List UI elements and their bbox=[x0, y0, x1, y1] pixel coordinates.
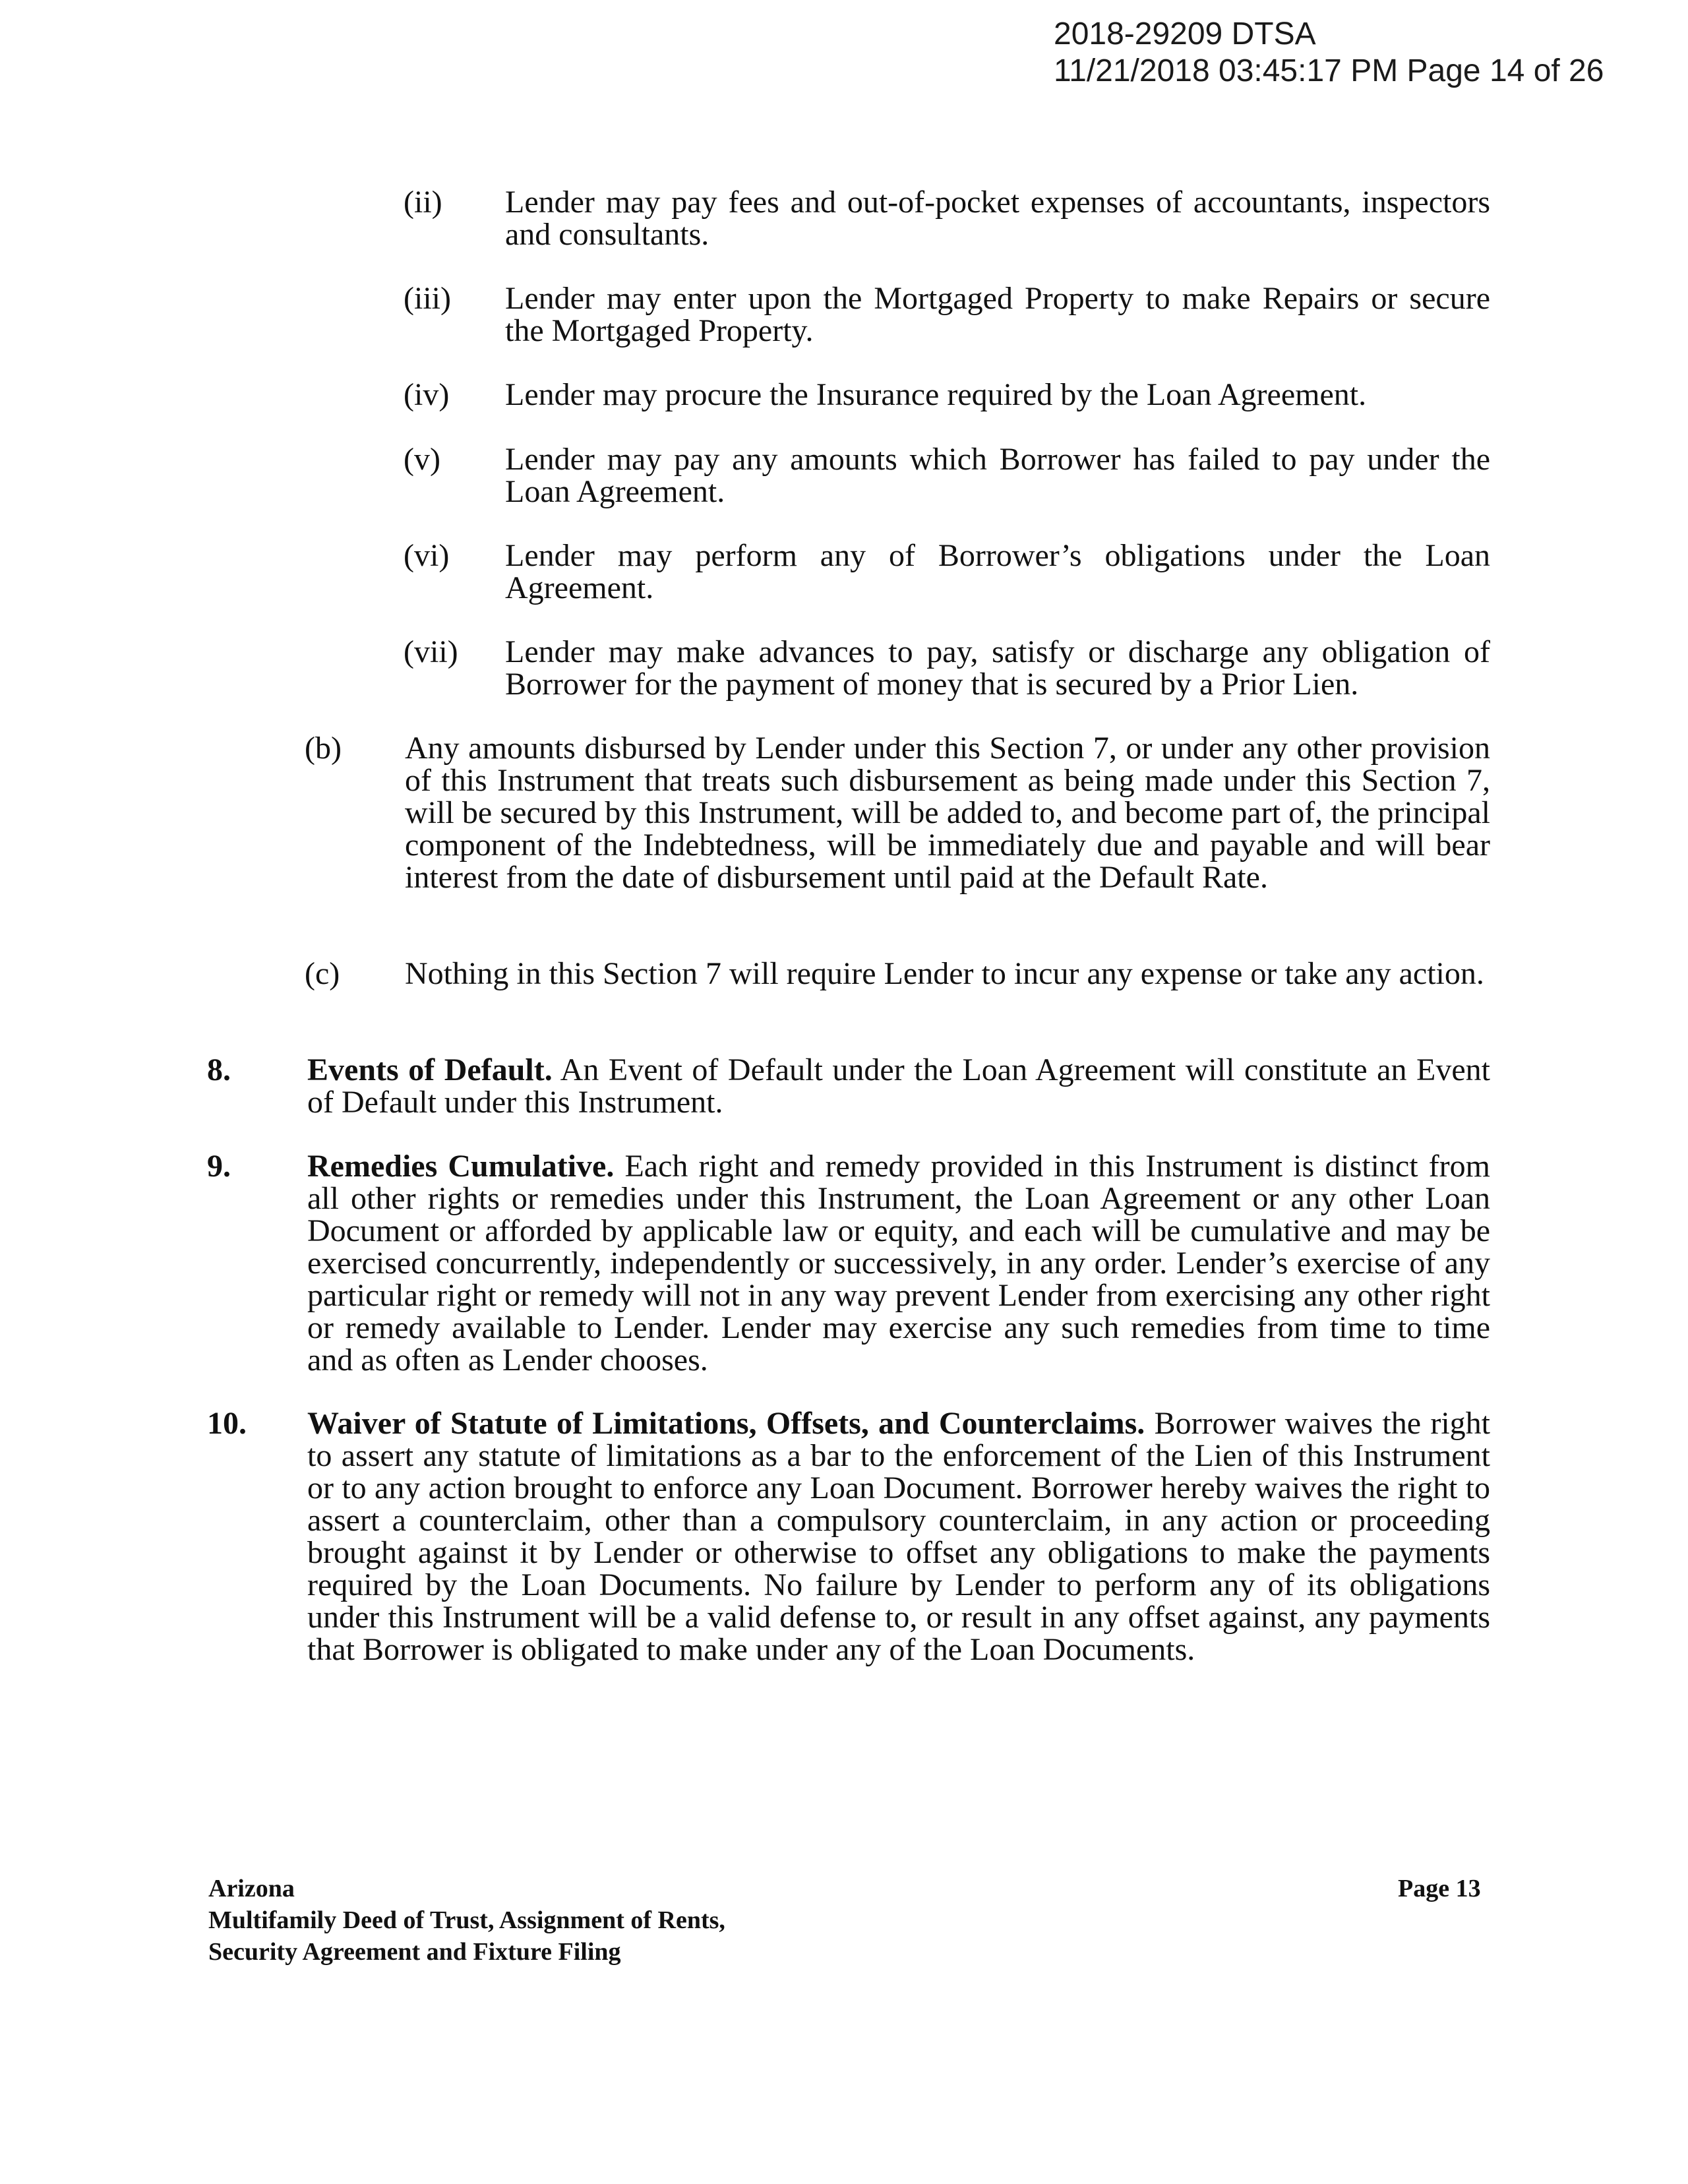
subitem-text: Lender may pay any amounts which Borrower has failed to pay under the Loan Agreement. bbox=[505, 442, 1490, 509]
section-9 bbox=[207, 1150, 1490, 1376]
section-number: 9. bbox=[207, 1149, 231, 1184]
section-text: Borrower waives the right to assert any statute of limitations as a bar to the enforcement of the Lien of this Instrument or to any action brought to enforce any Loan Document. Borrower hereby waives the right to assert a counterclaim, other than a compulsory counterclaim, in any action or proceeding brought against it by Lender or otherwise to offset any obligations to make the payments required by the Loan Documents. No failure by Lender to perform any of its obligations under this Instrument will be a valid defense to, or result in any offset against, any payments that Borrower is obligated to make under any of the Loan Documents. bbox=[307, 1406, 1490, 1667]
section-number: 10. bbox=[207, 1406, 247, 1441]
paragraph-number: (c) bbox=[305, 956, 340, 991]
recording-stamp bbox=[1054, 16, 1604, 90]
subitem-number: (ii) bbox=[404, 185, 442, 220]
page-number: Page 13 bbox=[1398, 1875, 1481, 1902]
section-text: An Event of Default under the Loan Agreement will constitute an Event of Default under this Instrument. bbox=[307, 1052, 1490, 1120]
paragraph-text: Nothing in this Section 7 will require Lender to incur any expense or take any action. bbox=[405, 956, 1484, 991]
subitem-text: Lender may pay fees and out-of-pocket expenses of accountants, inspectors and consultants. bbox=[505, 185, 1490, 252]
section-body bbox=[307, 1407, 1490, 1666]
subitem-text: Lender may make advances to pay, satisfy or discharge any obligation of Borrower for the payment of money that is secured by a Prior Lien. bbox=[505, 634, 1490, 702]
section-number: 8. bbox=[207, 1052, 231, 1087]
footer-state: Arizona bbox=[208, 1875, 295, 1902]
subitem-vi bbox=[404, 539, 1490, 604]
recording-number: 2018-29209 DTSA bbox=[1054, 16, 1316, 51]
section-heading: Waiver of Statute of Limitations, Offsets, and Counterclaims. bbox=[307, 1406, 1145, 1441]
subitem-ii bbox=[404, 186, 1490, 251]
subitem-iv bbox=[404, 379, 1490, 411]
subitem-number: (vii) bbox=[404, 634, 458, 669]
section-body bbox=[307, 1054, 1490, 1118]
footer-title-line: Multifamily Deed of Trust, Assignment of Rents, bbox=[208, 1906, 725, 1934]
subitem-v bbox=[404, 443, 1490, 508]
section-8 bbox=[207, 1054, 1490, 1118]
paragraph-number: (b) bbox=[305, 731, 342, 766]
section-10 bbox=[207, 1407, 1490, 1666]
subitem-text: Lender may enter upon the Mortgaged Property to make Repairs or secure the Mortgaged Property. bbox=[505, 281, 1490, 348]
section-body bbox=[307, 1150, 1490, 1376]
subitem-number: (vi) bbox=[404, 538, 450, 573]
subitem-number: (iv) bbox=[404, 377, 450, 412]
recording-timestamp: 11/21/2018 03:45:17 PM Page 14 of 26 bbox=[1054, 53, 1604, 88]
subitem-number: (iii) bbox=[404, 281, 451, 316]
subitem-text: Lender may procure the Insurance required by the Loan Agreement. bbox=[505, 377, 1367, 412]
footer-title-line: Security Agreement and Fixture Filing bbox=[208, 1938, 621, 1966]
subitem-iii bbox=[404, 282, 1490, 347]
section-heading: Remedies Cumulative. bbox=[307, 1149, 615, 1184]
subitem-number: (v) bbox=[404, 442, 440, 477]
footer-document-title bbox=[208, 1873, 725, 1968]
subitem-text: Lender may perform any of Borrower’s obligations under the Loan Agreement. bbox=[505, 538, 1490, 605]
section-heading: Events of Default. bbox=[307, 1052, 553, 1087]
subitem-vii bbox=[404, 636, 1490, 700]
section-text: Each right and remedy provided in this Instrument is distinct from all other rights or remedies under this Instrument, the Loan Agreement or any other Loan Document or afforded by applicable law or equity, and each will be cumulative and may be exercised concurrently, independently or successively, in any order. Lender’s exercise of any particular right or remedy will not in any way prevent Lender from exercising any other right or remedy available to Lender. Lender may exercise any such remedies from time to time and as often as Lender chooses. bbox=[307, 1149, 1490, 1378]
paragraph-text: Any amounts disbursed by Lender under this Section 7, or under any other provision of this Instrument that treats such disbursement as being made under this Section 7, will be secured by this Instrument, will be added to, and become part of, the principal component of the Indebtedness, will be immediately due and payable and will bear interest from the date of disbursement until paid at the Default Rate. bbox=[405, 731, 1490, 895]
paragraph-c bbox=[305, 957, 1490, 990]
paragraph-b bbox=[305, 732, 1490, 894]
